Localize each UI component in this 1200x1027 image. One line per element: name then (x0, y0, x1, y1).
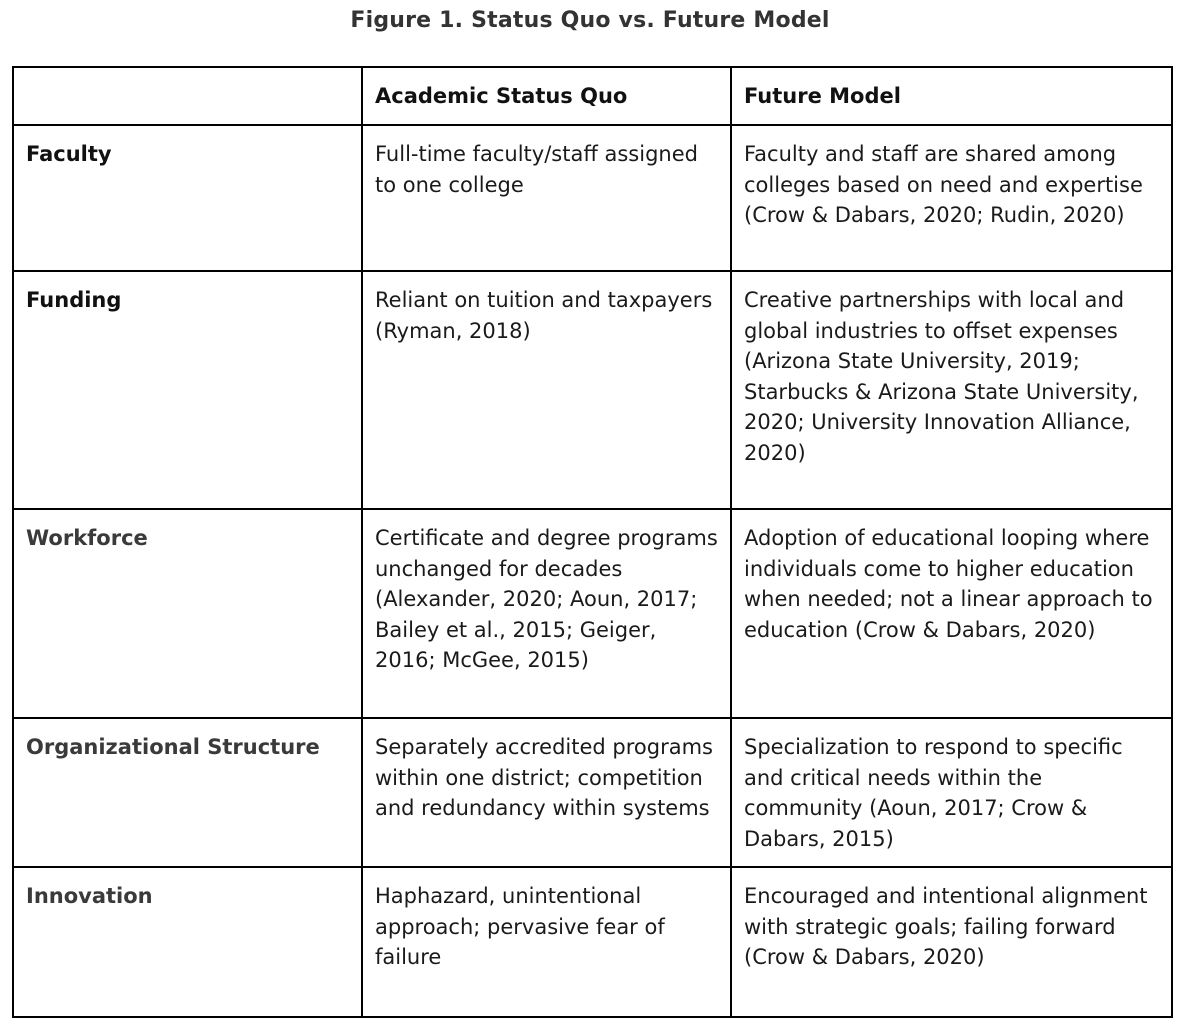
table-row (13, 509, 1172, 718)
cell-future-model: Creative partnerships with local and global industries to offset expenses (Arizona State University, 2019; Starbucks & Arizona State University, 2020; University Innovation Alliance, 2020) (731, 271, 1172, 509)
table-header-row (13, 67, 1172, 125)
figure-title: Figure 1. Status Quo vs. Future Model (350, 8, 830, 33)
row-label-funding: Funding (13, 271, 362, 509)
table-row (13, 125, 1172, 271)
cell-future-model: Adoption of educational looping where individuals come to higher education when needed; not a linear approach to education (Crow & Dabars, 2020) (731, 509, 1172, 718)
header-cell-empty (13, 67, 362, 125)
header-status-quo: Academic Status Quo (362, 67, 731, 125)
row-label-workforce: Workforce (13, 509, 362, 718)
cell-future-model: Faculty and staff are shared among colleges based on need and expertise (Crow & Dabars, 2020; Rudin, 2020) (731, 125, 1172, 271)
cell-future-model: Encouraged and intentional alignment with strategic goals; failing forward (Crow & Dabars, 2020) (731, 867, 1172, 1017)
cell-status-quo: Certificate and degree programs unchanged for decades (Alexander, 2020; Aoun, 2017; Bailey et al., 2015; Geiger, 2016; McGee, 2015) (362, 509, 731, 718)
cell-future-model: Specialization to respond to specific and critical needs within the community (Aoun, 2017; Crow & Dabars, 2015) (731, 718, 1172, 867)
row-label-faculty: Faculty (13, 125, 362, 271)
comparison-table (12, 66, 1173, 1018)
row-label-innovation: Innovation (13, 867, 362, 1017)
table-row (13, 271, 1172, 509)
row-label-organizational-structure: Organizational Structure (13, 718, 362, 867)
cell-status-quo: Haphazard, unintentional approach; pervasive fear of failure (362, 867, 731, 1017)
table-row (13, 718, 1172, 867)
cell-status-quo: Full-time faculty/staff assigned to one college (362, 125, 731, 271)
header-future-model: Future Model (731, 67, 1172, 125)
cell-status-quo: Reliant on tuition and taxpayers (Ryman, 2018) (362, 271, 731, 509)
table-row (13, 867, 1172, 1017)
cell-status-quo: Separately accredited programs within one district; competition and redundancy within systems (362, 718, 731, 867)
